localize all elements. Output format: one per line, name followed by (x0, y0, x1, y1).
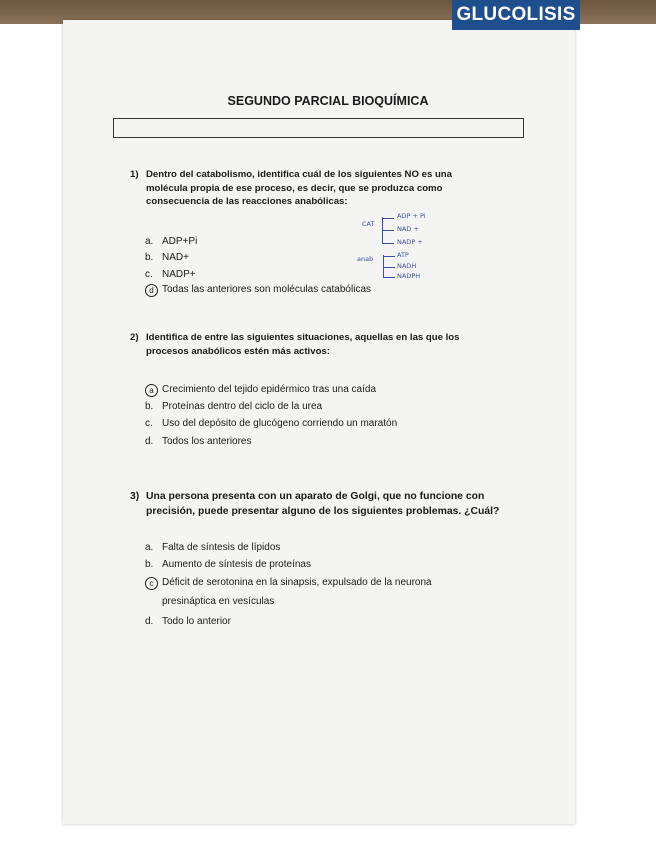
option-text: Todas las anteriores son moléculas catabólicas (162, 284, 371, 295)
option-text: NAD+ (162, 252, 189, 263)
option-letter: b. (145, 401, 154, 412)
option-b (145, 558, 311, 572)
option-letter: c. (145, 418, 153, 429)
name-box (113, 118, 524, 138)
handwritten-stroke (383, 256, 395, 257)
option-c (145, 576, 432, 590)
handwritten-note: NAD + (397, 225, 419, 233)
question-number: 3) (130, 491, 140, 502)
handwritten-note: ADP + Pi (397, 212, 426, 220)
option-c (145, 417, 397, 431)
option-text: Falta de síntesis de lípidos (162, 542, 281, 553)
question-number: 2) (130, 332, 139, 343)
question-text (146, 331, 546, 358)
question-line: procesos anabólicos estén más activos: (146, 345, 330, 357)
option-text: Déficit de serotonina en la sinapsis, expulsado de la neurona (162, 577, 432, 588)
option-text: Todos los anteriores (162, 436, 252, 447)
option-c (145, 268, 196, 282)
option-text: NADP+ (162, 269, 196, 280)
exam-title: SEGUNDO PARCIAL BIOQUÍMICA (227, 94, 429, 108)
option-text: Proteínas dentro del ciclo de la urea (162, 401, 323, 412)
question-line: Identifica de entre las siguientes situaciones, aquellas en las que los (146, 332, 460, 343)
topic-banner: GLUCOLISIS (452, 0, 580, 30)
circled-answer: c (145, 577, 158, 590)
handwritten-note: NADPH (397, 272, 421, 280)
option-c-continuation: presináptica en vesículas (162, 596, 275, 607)
handwritten-stroke (382, 230, 394, 231)
handwritten-note: NADP + (397, 238, 423, 246)
option-d (145, 435, 252, 449)
option-a (145, 383, 376, 397)
question-text (146, 168, 546, 209)
option-d (145, 615, 231, 629)
circled-answer: a (145, 384, 158, 397)
circled-answer: d (145, 284, 158, 297)
option-a (145, 541, 280, 555)
option-letter: c. (145, 269, 153, 280)
handwritten-bracket (383, 255, 384, 277)
option-text: Uso del depósito de glucógeno corriendo un maratón (162, 418, 398, 429)
option-letter: d. (145, 616, 154, 627)
handwritten-stroke (383, 267, 395, 268)
question-number: 1) (130, 169, 139, 180)
option-b (145, 400, 322, 414)
handwritten-stroke (382, 243, 394, 244)
option-letter: a. (145, 542, 154, 553)
option-b (145, 251, 189, 265)
handwritten-stroke (383, 277, 395, 278)
handwritten-stroke (382, 218, 394, 219)
question-line: consecuencia de las reacciones anabólicas: (146, 196, 348, 207)
option-letter: b. (145, 252, 154, 263)
option-text: Todo lo anterior (162, 616, 231, 627)
handwritten-note: ATP (397, 251, 409, 259)
handwritten-note-anab: anab (357, 255, 374, 263)
option-letter: a. (145, 236, 154, 247)
question-line: precisión, puede presentar alguno de los siguientes problemas. ¿Cuál? (146, 506, 500, 517)
option-a (145, 235, 197, 249)
option-text: Aumento de síntesis de proteínas (162, 559, 311, 570)
option-text: ADP+Pi (162, 236, 198, 247)
option-letter: b. (145, 559, 154, 570)
question-text (146, 489, 566, 519)
handwritten-note-cat: CAT (362, 220, 375, 228)
option-d (145, 283, 371, 297)
option-text: Crecimiento del tejido epidérmico tras una caída (162, 384, 376, 395)
question-line: molécula propia de ese proceso, es decir, que se produzca como (146, 182, 443, 194)
option-letter: d. (145, 436, 154, 447)
handwritten-note: NADH (397, 262, 417, 270)
question-line: Dentro del catabolismo, identifica cuál de los siguientes NO es una (146, 169, 453, 180)
question-line: Una persona presenta con un aparato de Golgi, que no funcione con (146, 491, 485, 502)
